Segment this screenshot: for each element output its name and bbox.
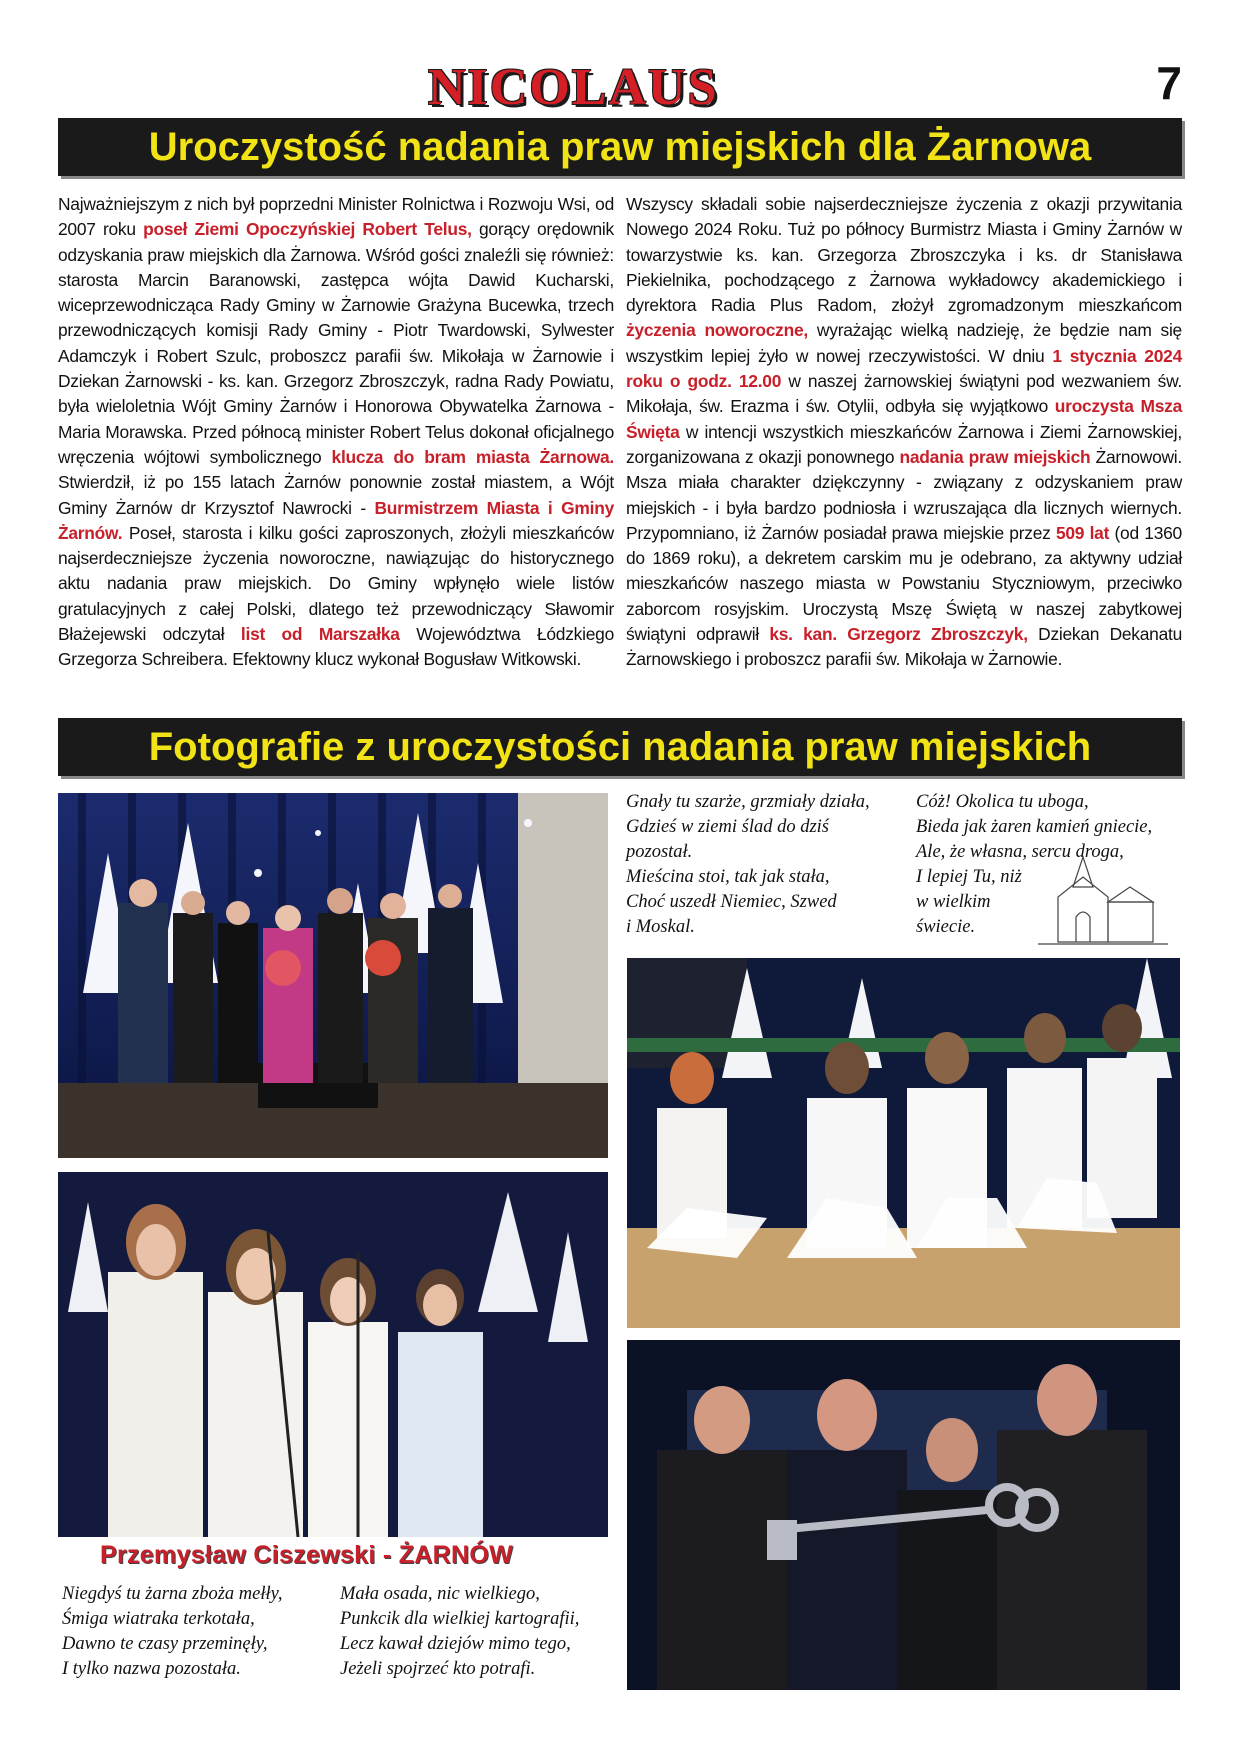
- masthead: [0, 52, 1240, 122]
- poem-line: Mieścina stoi, tak jak stała,: [626, 867, 830, 887]
- article-text: Wszyscy składali sobie najserdeczniejsze życzenia z okazji przywitania Nowego 2024 Roku. Tuż po północy Burmistrz Miasta i Gminy Żarnów w towarzystwie ks. kan. Grzegorza Zbroszczyka i ks. dr Stanisława Piekielnika, pochodzącego z Żarnowa wykładowcy akademickiego i dyrektora Radia Plus Radom, złożył zgromadzonym mieszkańcom: [626, 194, 1182, 316]
- article-text: Województwa Łódzkiego Grzegorza Schreibera. Efektowny klucz wykonał Bogusław Witkowski.: [58, 624, 614, 670]
- highlighted-text: życzenia noworoczne,: [626, 320, 808, 341]
- poem-author: Przemysław Ciszewski - ŻARNÓW: [100, 1541, 513, 1569]
- page-number: 7: [1156, 57, 1182, 109]
- article-column-left: [58, 192, 614, 673]
- poem-line: Punkcik dla wielkiej kartografii,: [340, 1609, 580, 1629]
- poem-line: Cóż! Okolica tu uboga,: [916, 792, 1089, 812]
- highlighted-text: 509 lat: [1055, 522, 1110, 543]
- newspaper-logo: NICOLAUS: [428, 59, 719, 116]
- poem-line: I lepiej Tu, niż: [916, 867, 1022, 887]
- article-text: gorący orędownik odzyskania praw miejskich dla Żarnowa. Wśród gości znaleźli się również: starosta Marcin Baranowski, zastępca wójta Dawid Kucharski, wiceprzewodnicząca Rady Gminy w Żarnowie Grażyna Bucewka, trzech przewodniczących komisji Rady Gminy - Piotr Twardowski, Sylwester Adamczyk i Robert Szulc, proboszcz parafii św. Mikołaja w Żarnowie i Dziekan Żarnowski - ks. kan. Grzegorz Zbroszczyk, radna Rady Powiatu, była wieloletnia Wójt Gminy Żarnów i Honorowa Obywatelka Żarnowa - Maria Morawska. Przed północą minister Robert Telus dokonał oficjalnego wręczenia wójtowi symbolicznego: [58, 219, 614, 467]
- photo-key-presentation: [627, 1340, 1180, 1690]
- church-sketch-image: [1038, 852, 1168, 952]
- article-text: (od 1360 do 1869 roku), a dekretem carskim mu je odebrano, za aktywny udział mieszkańców naszego miasta w Powstaniu Styczniowym, przeciwko zaborcom rosyjskim. Uroczystą Mszę Świętą w naszej zabytkowej świątyni odprawił: [626, 522, 1182, 645]
- poem-line: pozostał.: [626, 842, 693, 862]
- article-text: Najważniejszym z nich był poprzedni Minister Rolnictwa i Rozwoju Wsi, od 2007 roku: [58, 194, 614, 240]
- photo-choir-children: [58, 1172, 608, 1537]
- headline-banner: Uroczystość nadania praw miejskich dla Żarnowa: [58, 118, 1182, 176]
- poem-stanza: [340, 1582, 579, 1682]
- article-text: Poseł, starosta i kilku gości zaproszonych, złożyli mieszkańców najserdeczniejsze życzenia noworoczne, nawiązując do historycznego aktu nadania praw miejskich. Do Gminy wpłynęło wiele listów gratulacyjnych z całej Polski, dlatego też przewodniczący Sławomir Błażejewski odczytał: [58, 522, 614, 645]
- poem-line: w wielkim: [916, 892, 991, 912]
- highlighted-text: Burmistrzem Miasta i Gminy Żarnów.: [58, 497, 614, 543]
- poem-line: Mała osada, nic wielkiego,: [340, 1584, 540, 1604]
- highlighted-text: ks. kan. Grzegorz Zbroszczyk,: [769, 624, 1028, 645]
- poem-line: świecie.: [916, 917, 976, 937]
- poem-line: i Moskal.: [626, 917, 695, 937]
- article-text: Dziekan Dekanatu Żarnowskiego i proboszcz parafii św. Mikołaja w Żarnowie.: [626, 624, 1183, 670]
- article-text: w naszej żarnowskiej świątyni pod wezwaniem św. Mikołaja, św. Erazma i św. Otylii, odbyła się wyjątkowo: [626, 371, 1182, 417]
- poem-line: Choć uszedł Niemiec, Szwed: [626, 892, 837, 912]
- photo-stage-group: [58, 793, 608, 1158]
- highlighted-text: list od Marszałka: [240, 624, 400, 645]
- poem-line: Lecz kawał dziejów mimo tego,: [340, 1634, 571, 1654]
- poem-stanza: [62, 1582, 282, 1682]
- poem-line: Gdzieś w ziemi ślad do dziś: [626, 817, 830, 837]
- highlighted-text: uroczysta Msza Święta: [626, 396, 1183, 442]
- article-text: w intencji wszystkich mieszkańców Żarnowa i Ziemi Żarnowskiej, zorganizowana z okazji ponownego: [626, 421, 1182, 467]
- article-column-right: [626, 192, 1182, 673]
- poem-line: Jeżeli spojrzeć kto potrafi.: [340, 1659, 536, 1679]
- poem-line: Ale, że własna, sercu droga,: [916, 842, 1124, 862]
- photo-girls-dance: [627, 958, 1180, 1328]
- poem-line: Gnały tu szarże, grzmiały działa,: [626, 792, 870, 812]
- article-text: Stwierdził, iż po 155 latach Żarnów ponownie został miastem, a Wójt Gminy Żarnów dr Krzysztof Nawrocki -: [58, 472, 614, 518]
- poem-line: Niegdyś tu żarna zboża mełły,: [62, 1584, 283, 1604]
- photos-section-banner: Fotografie z uroczystości nadania praw miejskich: [58, 718, 1182, 776]
- poem-line: Bieda jak żaren kamień gniecie,: [916, 817, 1153, 837]
- article-text: Żarnowowi. Msza miała charakter dziękczynny - związany z odzyskaniem praw miejskich - i była bardzo podniosła i wzruszająca dla licznych wiernych. Przypomniano, iż Żarnów posiadał prawa miejskie przez: [626, 446, 1183, 543]
- article-text: wyrażając wielką nadzieję, że będzie nam się wszystkim lepiej żyło w nowej rzeczywistości. W dniu: [626, 320, 1182, 366]
- poem-line: Śmiga wiatraka terkotała,: [62, 1609, 255, 1629]
- poem-line: Dawno te czasy przeminęły,: [62, 1634, 268, 1654]
- poem-stanza: [626, 790, 870, 940]
- poem-line: I tylko nazwa pozostała.: [62, 1659, 241, 1679]
- highlighted-text: klucza do bram miasta Żarnowa.: [331, 446, 614, 467]
- highlighted-text: nadania praw miejskich: [899, 446, 1091, 467]
- highlighted-text: 1 stycznia 2024 roku o godz. 12.00: [626, 345, 1182, 392]
- highlighted-text: poseł Ziemi Opoczyńskiej Robert Telus,: [143, 219, 472, 240]
